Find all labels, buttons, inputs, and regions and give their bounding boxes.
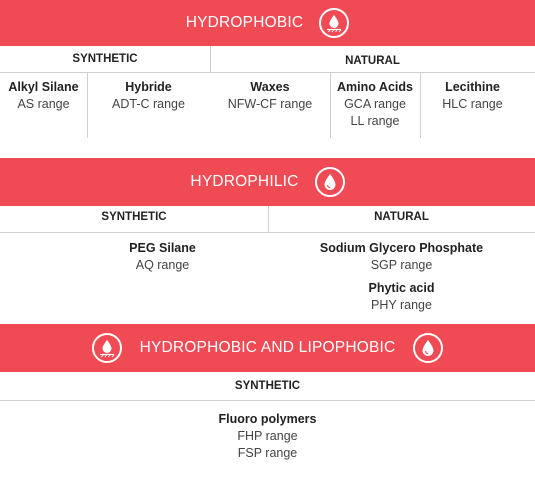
product-hybride bbox=[87, 79, 210, 113]
hydrophobic-title: HYDROPHOBIC bbox=[185, 14, 304, 31]
product-range: SGP range bbox=[370, 258, 433, 272]
water-drop-icon bbox=[315, 167, 345, 197]
hydrophobic-synthetic-label: SYNTHETIC bbox=[72, 53, 138, 65]
product-range: LL range bbox=[350, 114, 400, 128]
hydrophilic-column-divider bbox=[268, 206, 269, 232]
product-range: FSP range bbox=[237, 446, 298, 460]
product-sodium-glycero-phosphate bbox=[268, 240, 535, 274]
product-amino-acids bbox=[330, 79, 420, 130]
hydrophobic-natural-label: NATURAL bbox=[345, 55, 400, 67]
water-repellent-drop-icon bbox=[319, 8, 349, 38]
product-range: AQ range bbox=[135, 258, 190, 272]
hydrophilic-row-divider bbox=[0, 232, 535, 233]
hydrophobic-header bbox=[0, 0, 535, 46]
product-name: Amino Acids bbox=[337, 80, 413, 94]
hydrophobic-lipophobic-row-divider bbox=[0, 400, 535, 401]
water-repellent-drop-icon bbox=[92, 333, 122, 363]
hydrophobic-column-divider bbox=[210, 46, 211, 72]
hydrophobic-lipophobic-synthetic-label: SYNTHETIC bbox=[234, 380, 301, 392]
product-name: Sodium Glycero Phosphate bbox=[319, 241, 484, 255]
hydrophilic-synthetic-label: SYNTHETIC bbox=[101, 211, 167, 223]
product-waxes bbox=[210, 79, 330, 113]
product-range: GCA range bbox=[344, 97, 406, 111]
product-range: NFW-CF range bbox=[227, 97, 313, 111]
hydrophilic-natural-label: NATURAL bbox=[374, 211, 429, 223]
hydrophobic-lipophobic-header bbox=[0, 324, 535, 372]
product-name: Fluoro polymers bbox=[218, 412, 317, 426]
product-lecithine bbox=[420, 79, 525, 113]
product-range: HLC range bbox=[442, 97, 503, 111]
product-name: PEG Silane bbox=[129, 241, 196, 255]
hydrophilic-header bbox=[0, 158, 535, 206]
product-alkyl-silane bbox=[0, 79, 87, 113]
product-range: ADT-C range bbox=[112, 97, 185, 111]
product-name: Waxes bbox=[250, 80, 290, 94]
hydrophobic-row-divider bbox=[0, 72, 535, 73]
product-fluoro-polymers bbox=[0, 411, 535, 462]
product-range: AS range bbox=[17, 97, 70, 111]
product-name: Phytic acid bbox=[368, 281, 435, 295]
product-name: Hybride bbox=[125, 80, 172, 94]
product-name: Alkyl Silane bbox=[8, 80, 79, 94]
hydrophilic-title: HYDROPHILIC bbox=[190, 173, 299, 190]
product-range: FHP range bbox=[237, 429, 298, 443]
product-range: PHY range bbox=[371, 298, 432, 312]
hydrophobic-lipophobic-title: HYDROPHOBIC AND LIPOPHOBIC bbox=[139, 339, 396, 356]
product-phytic-acid bbox=[268, 280, 535, 314]
water-drop-icon bbox=[413, 333, 443, 363]
product-name: Lecithine bbox=[445, 80, 500, 94]
